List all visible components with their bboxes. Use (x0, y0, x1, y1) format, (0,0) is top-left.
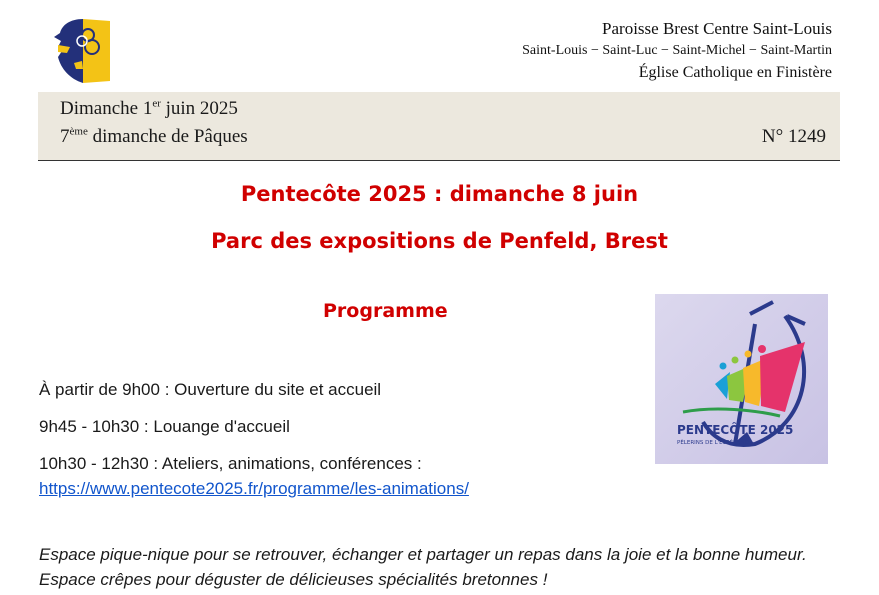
parish-logo (52, 17, 114, 85)
parish-churches: Saint-Louis − Saint-Luc − Saint-Michel − Saint-Martin (522, 43, 832, 58)
parish-header (522, 18, 832, 84)
animations-link[interactable]: https://www.pentecote2025.fr/programme/les-animations/ (39, 479, 469, 498)
pentecost-logo-image (655, 294, 828, 464)
issue-number: N° 1249 (761, 126, 826, 147)
diocese-name: Église Catholique en Finistère (638, 64, 832, 81)
image-subtitle: PÈLERINS DE L'ESPÉRANCE (677, 440, 752, 446)
program-heading: Programme (323, 300, 448, 322)
image-title: PENTECÔTE 2025 (677, 423, 794, 437)
event-location: Parc des expositions de Penfeld, Brest (211, 229, 668, 253)
ordinal-suffix: ème (69, 125, 88, 138)
liturgical-sunday: 7ème dimanche de Pâques (60, 125, 248, 147)
picnic-note: Espace pique-nique pour se retrouver, échanger et partager un repas dans la joie et la bonne humeur. Espace crêpes pour déguster de délicieuses spécialités bretonnes ! (39, 545, 807, 589)
schedule-item: 10h30 - 12h30 : Ateliers, animations, conférences : (39, 454, 422, 473)
sunday-ordinal: 7ème (60, 125, 88, 147)
date-band (38, 92, 840, 161)
parish-name: Paroisse Brest Centre Saint-Louis (602, 19, 832, 38)
bulletin-date: Dimanche 1er juin 2025 (60, 97, 238, 119)
schedule-item: À partir de 9h00 : Ouverture du site et accueil (39, 380, 382, 399)
event-title: Pentecôte 2025 : dimanche 8 juin (240, 182, 639, 206)
schedule-item: 9h45 - 10h30 : Louange d'accueil (39, 417, 290, 436)
